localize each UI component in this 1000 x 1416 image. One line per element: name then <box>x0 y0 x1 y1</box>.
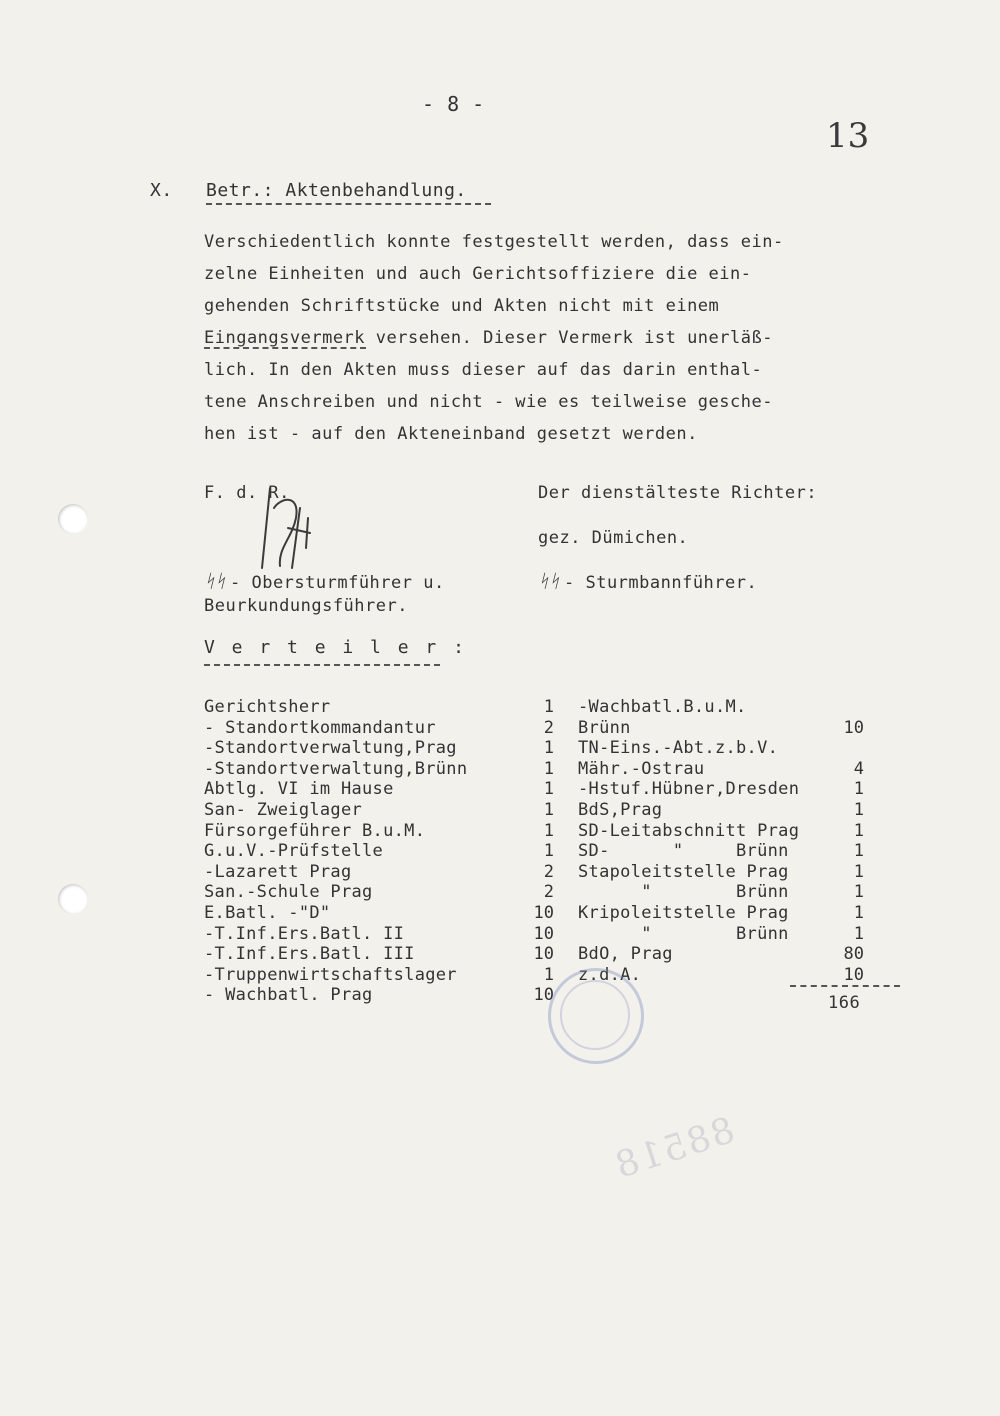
distribution-entry-qty: 80 <box>843 944 864 965</box>
rank-right: - Sturmbannführer. <box>564 573 758 593</box>
distribution-entry-qty: 10 <box>843 964 864 985</box>
distribution-entry-qty: 10 <box>533 903 554 923</box>
distribution-entry-name: - Standortkommandantur <box>204 717 436 738</box>
distribution-entry <box>204 862 352 882</box>
eingangsvermerk-underline <box>204 347 366 349</box>
distribution-entry-name: SD- " Brünn <box>578 841 789 862</box>
distribution-entry <box>578 800 662 820</box>
section-marker: X. <box>150 180 173 201</box>
rank-left: - Obersturmführer u. <box>230 573 445 593</box>
body-line: hen ist - auf den Akteneinband gesetzt werden. <box>204 424 698 444</box>
distribution-entry-qty: 1 <box>853 820 864 841</box>
distribution-entry-qty: 10 <box>533 985 554 1006</box>
distribution-entry-name: -T.Inf.Ers.Batl. III <box>204 944 415 965</box>
distribution-entry-name: " Brünn <box>578 882 789 903</box>
body-line: zelne Einheiten und auch Gerichtsoffiziere die ein- <box>204 264 752 284</box>
distribution-entry-name: - Wachbatl. Prag <box>204 985 373 1006</box>
distribution-entry <box>578 924 789 944</box>
page-number: - 8 - <box>422 92 485 116</box>
distribution-entry-qty: 1 <box>853 923 864 944</box>
body-line: Verschiedentlich konnte festgestellt werden, dass ein- <box>204 232 784 252</box>
distribution-underline <box>204 664 440 666</box>
fdr-label: F. d. R. <box>204 483 290 503</box>
distribution-entry-name: SD-Leitabschnitt Prag <box>578 820 800 841</box>
distribution-entry <box>204 903 330 923</box>
distribution-heading: V e r t e i l e r : <box>204 637 467 658</box>
distribution-entry-qty: 1 <box>543 697 554 717</box>
distribution-entry-qty: 1 <box>543 758 554 779</box>
distribution-entry-name: -Hstuf.Hübner,Dresden <box>578 779 800 800</box>
distribution-entry-name: -Standortverwaltung,Brünn <box>204 758 468 779</box>
punch-hole-bottom <box>58 884 88 914</box>
distribution-entry <box>204 821 425 841</box>
distribution-entry-name: Kripoleitstelle Prag <box>578 903 789 923</box>
distribution-entry <box>578 903 789 923</box>
distribution-list-right <box>578 697 868 987</box>
distribution-entry-qty: 1 <box>543 779 554 800</box>
archive-stamp-inner <box>560 980 630 1050</box>
distribution-entry-name: BdO, Prag <box>578 944 673 965</box>
body-line: lich. In den Akten muss dieser auf das darin enthal- <box>204 360 763 380</box>
distribution-entry-name: Mähr.-Ostrau <box>578 758 705 779</box>
distribution-entry-name: -Truppenwirtschaftslager <box>204 964 457 985</box>
distribution-entry-name: BdS,Prag <box>578 800 663 820</box>
distribution-entry-qty: 2 <box>543 861 554 882</box>
section-heading: Betr.: Aktenbehandlung. <box>206 180 467 201</box>
distribution-entry-name: -Lazarett Prag <box>204 861 352 882</box>
distribution-entry <box>204 882 373 902</box>
ss-rune-icon: ᛋᛋ <box>538 571 560 592</box>
distribution-entry-name: Stapoleitstelle Prag <box>578 861 789 882</box>
bleed-through-number: 88518 <box>608 1109 740 1188</box>
distribution-entry-name: -Standortverwaltung,Prag <box>204 738 457 759</box>
signed-name: gez. Dümichen. <box>538 528 689 548</box>
distribution-entry-name: Gerichtsherr <box>204 697 331 717</box>
distribution-entry-qty: 1 <box>543 820 554 841</box>
distribution-entry-name: TN-Eins.-Abt.z.b.V. <box>578 738 779 759</box>
distribution-entry-qty: 10 <box>533 944 554 965</box>
distribution-entry <box>204 718 436 738</box>
distribution-entry <box>578 862 789 882</box>
distribution-entry <box>578 821 799 841</box>
distribution-entry <box>204 924 404 944</box>
distribution-entry-qty: 1 <box>853 903 864 923</box>
punch-hole-top <box>58 504 88 534</box>
distribution-entry <box>204 965 457 985</box>
distribution-entry <box>578 944 673 964</box>
distribution-entry-qty: 1 <box>853 779 864 800</box>
body-line: gehenden Schriftstücke und Akten nicht mit einem <box>204 296 720 316</box>
handwritten-signature <box>240 478 330 578</box>
distribution-entry <box>204 841 383 861</box>
distribution-entry-name: Brünn <box>578 717 631 738</box>
distribution-entry <box>578 738 778 758</box>
distribution-entry-qty: 10 <box>843 717 864 738</box>
distribution-entry <box>578 759 704 779</box>
distribution-entry <box>204 800 362 820</box>
distribution-entry <box>204 738 457 758</box>
distribution-entry <box>578 697 747 717</box>
heading-underline <box>206 203 491 205</box>
distribution-entry-name: " Brünn <box>578 923 789 944</box>
distribution-entry-qty: 10 <box>533 923 554 944</box>
distribution-entry-qty: 1 <box>853 861 864 882</box>
distribution-entry <box>204 697 330 717</box>
distribution-entry-qty: 2 <box>543 882 554 903</box>
ss-rune-icon: ᛋᛋ <box>204 571 226 592</box>
distribution-entry-qty: 1 <box>853 882 864 903</box>
distribution-entry <box>204 985 373 1005</box>
distribution-entry <box>204 944 415 964</box>
distribution-entry-qty: 2 <box>543 717 554 738</box>
distribution-list-left <box>204 697 556 1017</box>
distribution-entry-qty: 1 <box>853 800 864 820</box>
total-rule <box>790 985 900 987</box>
folio-number: 13 <box>826 116 870 156</box>
body-line: tene Anschreiben und nicht - wie es teilweise gesche- <box>204 392 773 412</box>
distribution-entry-name: San- Zweiglager <box>204 800 363 820</box>
distribution-entry-name: Abtlg. VI im Hause <box>204 779 394 800</box>
distribution-entry-name: z.d.A. <box>578 964 642 985</box>
distribution-entry <box>578 841 789 861</box>
body-line: Eingangsvermerk versehen. Dieser Vermerk ist unerläß- <box>204 328 773 348</box>
senior-judge-label: Der dienstälteste Richter: <box>538 483 818 503</box>
distribution-entry-name: Fürsorgeführer B.u.M. <box>204 820 426 841</box>
distribution-entry-name: E.Batl. -"D" <box>204 903 331 923</box>
distribution-entry <box>204 759 467 779</box>
distribution-entry-qty: 1 <box>543 800 554 820</box>
distribution-entry <box>578 882 789 902</box>
distribution-entry-qty: 1 <box>853 841 864 862</box>
distribution-entry-name: -T.Inf.Ers.Batl. II <box>204 923 405 944</box>
distribution-entry-name: G.u.V.-Prüfstelle <box>204 841 384 862</box>
distribution-entry-qty: 1 <box>543 738 554 759</box>
distribution-entry <box>578 718 631 738</box>
distribution-entry <box>578 779 799 799</box>
distribution-entry-name: -Wachbatl.B.u.M. <box>578 697 747 717</box>
role-left: Beurkundungsführer. <box>204 596 408 616</box>
distribution-entry-qty: 1 <box>543 841 554 862</box>
distribution-entry-qty: 1 <box>543 964 554 985</box>
distribution-total: 166 <box>828 993 861 1013</box>
distribution-entry <box>204 779 394 799</box>
distribution-entry-qty: 4 <box>853 758 864 779</box>
distribution-entry-name: San.-Schule Prag <box>204 882 373 903</box>
